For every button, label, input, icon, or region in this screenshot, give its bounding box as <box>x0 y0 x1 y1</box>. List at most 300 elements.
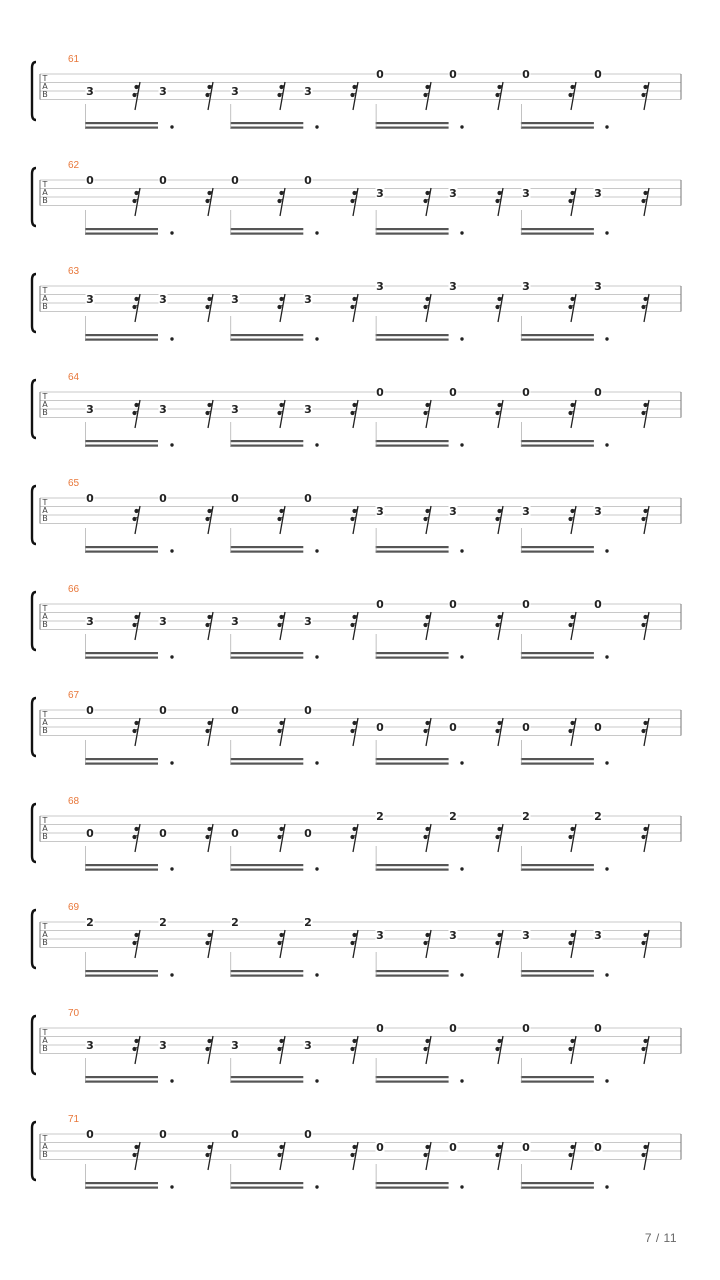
tab-clef-letter: A <box>42 930 48 939</box>
fret-number: 2 <box>594 810 602 823</box>
fret-number: 0 <box>376 598 384 611</box>
fret-number: 3 <box>594 280 602 293</box>
tab-clef-letter: B <box>42 1150 48 1159</box>
dot <box>315 549 318 552</box>
fret-number: 0 <box>159 174 167 187</box>
sixteenth-rest-icon <box>277 718 285 746</box>
sixteenth-rest-icon <box>495 506 503 534</box>
beam <box>376 233 449 235</box>
fret-number: 0 <box>304 704 312 717</box>
beam <box>521 758 594 760</box>
fret-number: 3 <box>522 504 530 518</box>
beam <box>376 763 449 765</box>
sixteenth-rest-icon <box>641 718 649 746</box>
sixteenth-rest-icon <box>568 294 576 322</box>
sixteenth-rest-icon <box>641 930 649 958</box>
sixteenth-rest-icon <box>423 82 431 110</box>
fret-number: 0 <box>86 827 94 840</box>
beam <box>85 975 158 977</box>
tab-clef-letter: B <box>42 196 48 205</box>
beam <box>376 122 449 124</box>
fret-number: 3 <box>449 504 457 518</box>
fret-number: 3 <box>86 85 94 98</box>
tab-clef-letter: T <box>42 604 48 613</box>
measure-number: 64 <box>68 372 80 383</box>
beam <box>521 334 594 336</box>
beam <box>230 440 303 442</box>
fret-number: 3 <box>86 403 94 416</box>
beam <box>376 440 449 442</box>
sixteenth-rest-icon <box>495 1036 503 1064</box>
tab-clef-letter: B <box>42 514 48 523</box>
beam <box>230 445 303 447</box>
measure-number: 61 <box>68 54 80 65</box>
sixteenth-rest-icon <box>132 294 140 322</box>
sixteenth-rest-icon <box>132 612 140 640</box>
tab-clef-letter: A <box>42 612 48 621</box>
fret-number: 3 <box>376 504 384 518</box>
beam <box>521 1081 594 1083</box>
sixteenth-rest-icon <box>568 1142 576 1170</box>
sixteenth-rest-icon <box>495 612 503 640</box>
dot <box>460 761 463 764</box>
sixteenth-rest-icon <box>277 824 285 852</box>
tab-clef-letter: A <box>42 506 48 515</box>
beam <box>376 1076 449 1078</box>
fret-number: 3 <box>304 1039 312 1052</box>
sixteenth-rest-icon <box>641 400 649 428</box>
sixteenth-rest-icon <box>350 82 358 110</box>
dot <box>460 549 463 552</box>
beam <box>85 228 158 230</box>
beam <box>85 1081 158 1083</box>
fret-number: 0 <box>159 1128 167 1141</box>
sixteenth-rest-icon <box>423 400 431 428</box>
dot <box>170 761 173 764</box>
sixteenth-rest-icon <box>277 1142 285 1170</box>
sixteenth-rest-icon <box>350 612 358 640</box>
fret-number: 0 <box>231 174 239 187</box>
fret-number: 0 <box>376 68 384 81</box>
tab-system <box>32 902 681 977</box>
tab-system <box>32 372 681 447</box>
dot <box>315 125 318 128</box>
fret-number: 3 <box>231 85 239 98</box>
fret-number: 2 <box>522 810 530 823</box>
tab-clef-letter: B <box>42 832 48 841</box>
sixteenth-rest-icon <box>568 824 576 852</box>
dot <box>460 337 463 340</box>
fret-number: 3 <box>304 615 312 628</box>
tab-clef-letter: B <box>42 90 48 99</box>
beam <box>85 440 158 442</box>
sixteenth-rest-icon <box>205 612 213 640</box>
sixteenth-rest-icon <box>641 1142 649 1170</box>
dot <box>170 549 173 552</box>
beam <box>85 652 158 654</box>
fret-number: 2 <box>304 916 312 929</box>
beam <box>376 334 449 336</box>
dot <box>170 1079 173 1082</box>
sixteenth-rest-icon <box>277 612 285 640</box>
fret-number: 2 <box>449 810 457 823</box>
tab-clef-letter: B <box>42 938 48 947</box>
system-bracket <box>32 380 36 438</box>
fret-number: 3 <box>231 403 239 416</box>
beam <box>376 652 449 654</box>
tab-clef-letter: B <box>42 726 48 735</box>
beam <box>230 1182 303 1184</box>
beam <box>230 339 303 341</box>
sixteenth-rest-icon <box>277 930 285 958</box>
system-bracket <box>32 804 36 862</box>
tab-system <box>32 1114 681 1189</box>
fret-number: 0 <box>304 492 312 505</box>
sixteenth-rest-icon <box>277 188 285 216</box>
fret-number: 0 <box>86 1128 94 1141</box>
tab-system <box>32 478 681 553</box>
beam <box>230 970 303 972</box>
tab-clef-letter: A <box>42 1036 48 1045</box>
beam <box>230 228 303 230</box>
fret-number: 0 <box>449 1022 457 1035</box>
dot <box>605 1079 608 1082</box>
sixteenth-rest-icon <box>205 718 213 746</box>
beam <box>85 1187 158 1189</box>
tab-system <box>32 796 681 871</box>
system-bracket <box>32 1122 36 1180</box>
system-bracket <box>32 168 36 226</box>
sixteenth-rest-icon <box>132 1036 140 1064</box>
page-indicator: 7 / 11 <box>644 1231 677 1245</box>
tab-clef-letter: A <box>42 82 48 91</box>
beam <box>230 127 303 129</box>
sixteenth-rest-icon <box>350 188 358 216</box>
beam <box>376 445 449 447</box>
dot <box>460 973 463 976</box>
sixteenth-rest-icon <box>423 718 431 746</box>
dot <box>605 231 608 234</box>
fret-number: 3 <box>159 615 167 628</box>
tab-clef-letter: T <box>42 1028 48 1037</box>
beam <box>521 551 594 553</box>
fret-number: 2 <box>376 810 384 823</box>
beam <box>85 758 158 760</box>
sixteenth-rest-icon <box>423 1142 431 1170</box>
sixteenth-rest-icon <box>495 1142 503 1170</box>
beam <box>521 127 594 129</box>
beam <box>85 763 158 765</box>
fret-number: 0 <box>159 492 167 505</box>
sixteenth-rest-icon <box>205 82 213 110</box>
fret-number: 2 <box>159 916 167 929</box>
fret-number: 0 <box>594 1140 602 1154</box>
dot <box>605 761 608 764</box>
dot <box>315 655 318 658</box>
fret-number: 3 <box>522 928 530 942</box>
sixteenth-rest-icon <box>132 718 140 746</box>
sixteenth-rest-icon <box>568 930 576 958</box>
tab-clef-letter: T <box>42 392 48 401</box>
beam <box>85 864 158 866</box>
beam <box>521 122 594 124</box>
beam <box>376 546 449 548</box>
measure-number: 65 <box>68 478 80 489</box>
fret-number: 0 <box>86 704 94 717</box>
beam <box>521 1076 594 1078</box>
tab-clef-letter: A <box>42 400 48 409</box>
dot <box>170 231 173 234</box>
sixteenth-rest-icon <box>205 824 213 852</box>
beam <box>376 869 449 871</box>
beam <box>521 970 594 972</box>
dot <box>315 231 318 234</box>
measure-number: 70 <box>68 1008 80 1019</box>
dot <box>460 231 463 234</box>
sixteenth-rest-icon <box>132 188 140 216</box>
sixteenth-rest-icon <box>350 294 358 322</box>
beam <box>85 339 158 341</box>
sixteenth-rest-icon <box>641 506 649 534</box>
sixteenth-rest-icon <box>350 718 358 746</box>
beam <box>521 864 594 866</box>
fret-number: 0 <box>449 68 457 81</box>
sixteenth-rest-icon <box>423 930 431 958</box>
sixteenth-rest-icon <box>132 400 140 428</box>
beam <box>521 652 594 654</box>
beam <box>521 763 594 765</box>
beam <box>376 864 449 866</box>
beam <box>230 758 303 760</box>
fret-number: 0 <box>594 598 602 611</box>
fret-number: 0 <box>522 386 530 399</box>
fret-number: 3 <box>522 186 530 200</box>
fret-number: 3 <box>304 85 312 98</box>
fret-number: 2 <box>86 916 94 929</box>
tab-system <box>32 690 681 765</box>
beam <box>376 127 449 129</box>
measure-number: 66 <box>68 584 80 595</box>
measure-number: 71 <box>68 1114 80 1125</box>
fret-number: 0 <box>159 704 167 717</box>
sixteenth-rest-icon <box>568 506 576 534</box>
fret-number: 0 <box>376 386 384 399</box>
system-bracket <box>32 486 36 544</box>
sixteenth-rest-icon <box>568 718 576 746</box>
measure-number: 69 <box>68 902 80 913</box>
fret-number: 3 <box>304 292 312 306</box>
fret-number: 3 <box>522 280 530 293</box>
dot <box>460 443 463 446</box>
fret-number: 0 <box>231 704 239 717</box>
beam <box>85 657 158 659</box>
sixteenth-rest-icon <box>495 188 503 216</box>
sixteenth-rest-icon <box>132 82 140 110</box>
dot <box>170 867 173 870</box>
measure-number: 67 <box>68 690 80 701</box>
dot <box>605 973 608 976</box>
measure-number: 63 <box>68 266 80 277</box>
beam <box>376 228 449 230</box>
fret-number: 3 <box>86 1039 94 1052</box>
beam <box>521 339 594 341</box>
tab-clef-letter: A <box>42 294 48 303</box>
system-bracket <box>32 62 36 120</box>
tab-system <box>32 266 681 341</box>
fret-number: 0 <box>594 386 602 399</box>
beam <box>85 546 158 548</box>
fret-number: 0 <box>594 68 602 81</box>
sixteenth-rest-icon <box>495 718 503 746</box>
dot <box>170 655 173 658</box>
tab-system <box>32 160 681 235</box>
system-bracket <box>32 698 36 756</box>
dot <box>605 655 608 658</box>
beam <box>521 975 594 977</box>
dot <box>170 125 173 128</box>
beam <box>230 1187 303 1189</box>
fret-number: 0 <box>86 174 94 187</box>
dot <box>170 443 173 446</box>
sixteenth-rest-icon <box>423 824 431 852</box>
tab-clef-letter: B <box>42 302 48 311</box>
sixteenth-rest-icon <box>568 82 576 110</box>
sixteenth-rest-icon <box>423 612 431 640</box>
fret-number: 3 <box>594 186 602 200</box>
fret-number: 0 <box>522 1140 530 1154</box>
tab-clef-letter: A <box>42 1142 48 1151</box>
sixteenth-rest-icon <box>205 188 213 216</box>
beam <box>376 975 449 977</box>
beam <box>376 551 449 553</box>
beam <box>230 975 303 977</box>
tab-clef-letter: T <box>42 710 48 719</box>
sixteenth-rest-icon <box>350 506 358 534</box>
sixteenth-rest-icon <box>277 1036 285 1064</box>
sixteenth-rest-icon <box>568 188 576 216</box>
tab-clef-letter: T <box>42 74 48 83</box>
fret-number: 0 <box>449 1140 457 1154</box>
beam <box>230 1076 303 1078</box>
sixteenth-rest-icon <box>423 506 431 534</box>
fret-number: 0 <box>449 721 457 734</box>
dot <box>460 655 463 658</box>
sixteenth-rest-icon <box>495 82 503 110</box>
beam <box>85 1182 158 1184</box>
beam <box>376 1182 449 1184</box>
tab-clef-letter: T <box>42 816 48 825</box>
beam <box>85 334 158 336</box>
beam <box>521 233 594 235</box>
fret-number: 0 <box>449 386 457 399</box>
fret-number: 3 <box>159 85 167 98</box>
tab-clef-letter: A <box>42 718 48 727</box>
fret-number: 3 <box>231 292 239 306</box>
dot <box>460 1079 463 1082</box>
fret-number: 0 <box>376 721 384 734</box>
sixteenth-rest-icon <box>132 824 140 852</box>
fret-number: 0 <box>522 721 530 734</box>
beam <box>85 127 158 129</box>
dot <box>170 1185 173 1188</box>
sixteenth-rest-icon <box>205 400 213 428</box>
fret-number: 0 <box>376 1022 384 1035</box>
tab-clef-letter: B <box>42 408 48 417</box>
system-bracket <box>32 592 36 650</box>
fret-number: 3 <box>376 928 384 942</box>
tab-clef-letter: A <box>42 188 48 197</box>
fret-number: 3 <box>304 403 312 416</box>
sixteenth-rest-icon <box>132 1142 140 1170</box>
dot <box>460 1185 463 1188</box>
tab-clef-letter: B <box>42 620 48 629</box>
sixteenth-rest-icon <box>205 506 213 534</box>
sixteenth-rest-icon <box>205 294 213 322</box>
sixteenth-rest-icon <box>641 1036 649 1064</box>
fret-number: 0 <box>231 492 239 505</box>
dot <box>315 761 318 764</box>
fret-number: 3 <box>159 292 167 306</box>
sixteenth-rest-icon <box>641 294 649 322</box>
dot <box>605 549 608 552</box>
fret-number: 3 <box>86 292 94 306</box>
fret-number: 3 <box>449 280 457 293</box>
dot <box>315 973 318 976</box>
sixteenth-rest-icon <box>277 506 285 534</box>
fret-number: 0 <box>304 174 312 187</box>
dot <box>315 443 318 446</box>
sixteenth-rest-icon <box>350 400 358 428</box>
tab-system <box>32 584 681 659</box>
sixteenth-rest-icon <box>568 1036 576 1064</box>
fret-number: 3 <box>159 403 167 416</box>
beam <box>230 122 303 124</box>
fret-number: 0 <box>304 827 312 840</box>
beam <box>230 233 303 235</box>
sixteenth-rest-icon <box>641 82 649 110</box>
sixteenth-rest-icon <box>423 1036 431 1064</box>
system-bracket <box>32 274 36 332</box>
fret-number: 3 <box>449 928 457 942</box>
sixteenth-rest-icon <box>350 1036 358 1064</box>
sixteenth-rest-icon <box>641 188 649 216</box>
dot <box>605 337 608 340</box>
beam <box>85 122 158 124</box>
sixteenth-rest-icon <box>423 188 431 216</box>
beam <box>230 869 303 871</box>
beam <box>230 657 303 659</box>
sixteenth-rest-icon <box>205 1142 213 1170</box>
dot <box>315 1185 318 1188</box>
sixteenth-rest-icon <box>132 506 140 534</box>
tab-clef-letter: T <box>42 498 48 507</box>
beam <box>230 864 303 866</box>
dot <box>170 973 173 976</box>
fret-number: 3 <box>231 1039 239 1052</box>
fret-number: 2 <box>231 916 239 929</box>
dot <box>315 1079 318 1082</box>
sixteenth-rest-icon <box>277 82 285 110</box>
beam <box>230 652 303 654</box>
fret-number: 3 <box>449 186 457 200</box>
dot <box>605 1185 608 1188</box>
fret-number: 0 <box>522 1022 530 1035</box>
fret-number: 0 <box>594 721 602 734</box>
tab-clef-letter: T <box>42 922 48 931</box>
sixteenth-rest-icon <box>350 1142 358 1170</box>
beam <box>521 228 594 230</box>
fret-number: 0 <box>449 598 457 611</box>
